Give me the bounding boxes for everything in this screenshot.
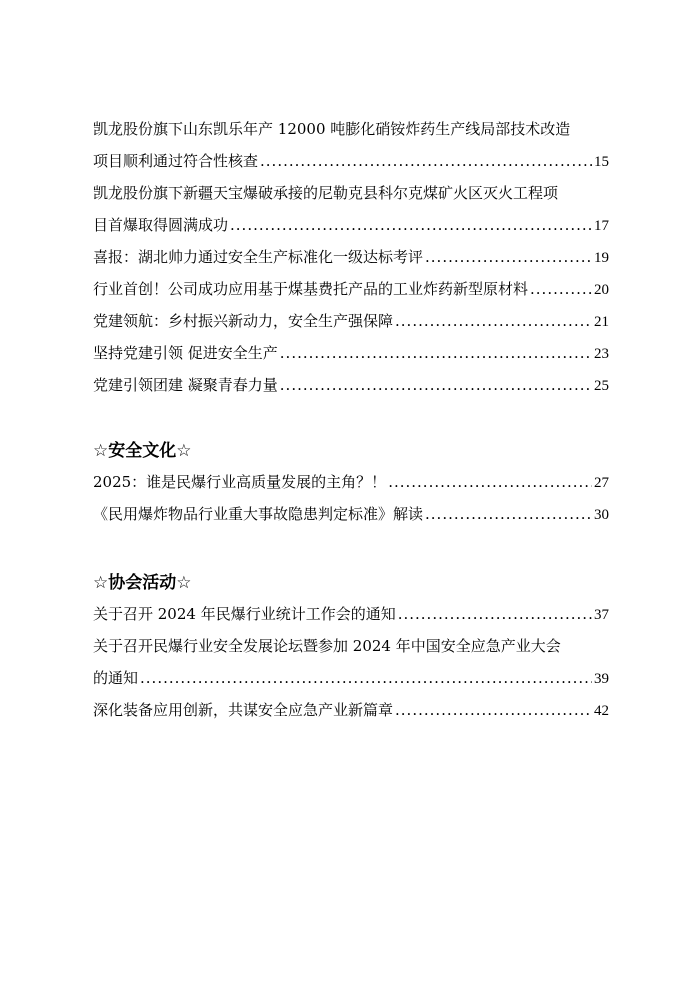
toc-entry[interactable] [93, 498, 609, 530]
page-number: 37 [594, 607, 609, 623]
leader-dots [230, 209, 592, 241]
toc-entry[interactable] [93, 113, 609, 177]
section-heading-text: 协会活动 [108, 573, 177, 593]
page-number: 20 [594, 282, 609, 298]
toc-entry-title: 喜报：湖北帅力通过安全生产标准化一级达标考评 [93, 248, 424, 266]
section-heading [93, 436, 609, 466]
page-number: 21 [594, 314, 609, 330]
toc-section-association-activities [93, 568, 609, 726]
toc-entry-title: 《民用爆炸物品行业重大事故隐患判定标准》解读 [93, 505, 424, 523]
toc-entry[interactable] [93, 369, 609, 401]
toc-entry-title: 关于召开 2024 年民爆行业统计工作会的通知 [93, 605, 396, 623]
leader-dots [260, 145, 592, 177]
page-number: 19 [594, 250, 609, 266]
toc-entry-title: 项目顺利通过符合性核查 [93, 152, 259, 170]
star-icon: ☆ [93, 573, 109, 593]
toc-entry[interactable] [93, 305, 609, 337]
toc-entry[interactable] [93, 337, 609, 369]
toc-section-safety-culture [93, 436, 609, 530]
page-number: 42 [594, 703, 609, 719]
toc-entry[interactable] [93, 177, 609, 241]
toc-entry-text-line: 凯龙股份旗下山东凯乐年产 12000 吨膨化硝铵炸药生产线局部技术改造 [93, 120, 571, 138]
page-number: 27 [594, 475, 609, 491]
toc-entry-title: 行业首创！公司成功应用基于煤基费托产品的工业炸药新型原材料 [93, 280, 529, 298]
star-icon: ☆ [93, 441, 109, 461]
leader-dots [530, 273, 592, 305]
leader-dots [140, 662, 592, 694]
toc-entry-text-line: 关于召开民爆行业安全发展论坛暨参加 2024 年中国安全应急产业大会 [93, 637, 561, 655]
toc-entry-title: 深化装备应用创新，共谋安全应急产业新篇章 [93, 701, 394, 719]
toc-entry-title: 2025：谁是民爆行业高质量发展的主角？！ [93, 473, 387, 491]
toc-entry[interactable] [93, 598, 609, 630]
leader-dots [398, 598, 592, 630]
page-number: 17 [594, 218, 609, 234]
toc-entry[interactable] [93, 694, 609, 726]
leader-dots [425, 498, 592, 530]
leader-dots [388, 466, 592, 498]
toc-entry-title: 坚持党建引领 促进安全生产 [93, 344, 278, 362]
section-heading-text: 安全文化 [108, 441, 177, 461]
leader-dots [395, 694, 592, 726]
toc-entry-title: 目首爆取得圆满成功 [93, 216, 229, 234]
page-number: 39 [594, 671, 609, 687]
leader-dots [425, 241, 592, 273]
leader-dots [395, 305, 592, 337]
page-number: 23 [594, 346, 609, 362]
page-number: 15 [594, 154, 609, 170]
toc-group-news [93, 113, 609, 401]
toc-entry[interactable] [93, 466, 609, 498]
page-number: 25 [594, 378, 609, 394]
leader-dots [280, 369, 592, 401]
star-icon: ☆ [176, 573, 192, 593]
section-heading [93, 568, 609, 598]
toc-entry-title: 党建引领团建 凝聚青春力量 [93, 376, 278, 394]
star-icon: ☆ [176, 441, 192, 461]
toc-entry[interactable] [93, 241, 609, 273]
leader-dots [280, 337, 592, 369]
page-number: 30 [594, 507, 609, 523]
toc-entry-text-line: 凯龙股份旗下新疆天宝爆破承接的尼勒克县科尔克煤矿火区灭火工程项 [93, 184, 559, 202]
toc-entry-title: 的通知 [93, 669, 139, 687]
toc-entry[interactable] [93, 273, 609, 305]
toc-entry-title: 党建领航：乡村振兴新动力，安全生产强保障 [93, 312, 394, 330]
toc-entry[interactable] [93, 630, 609, 694]
